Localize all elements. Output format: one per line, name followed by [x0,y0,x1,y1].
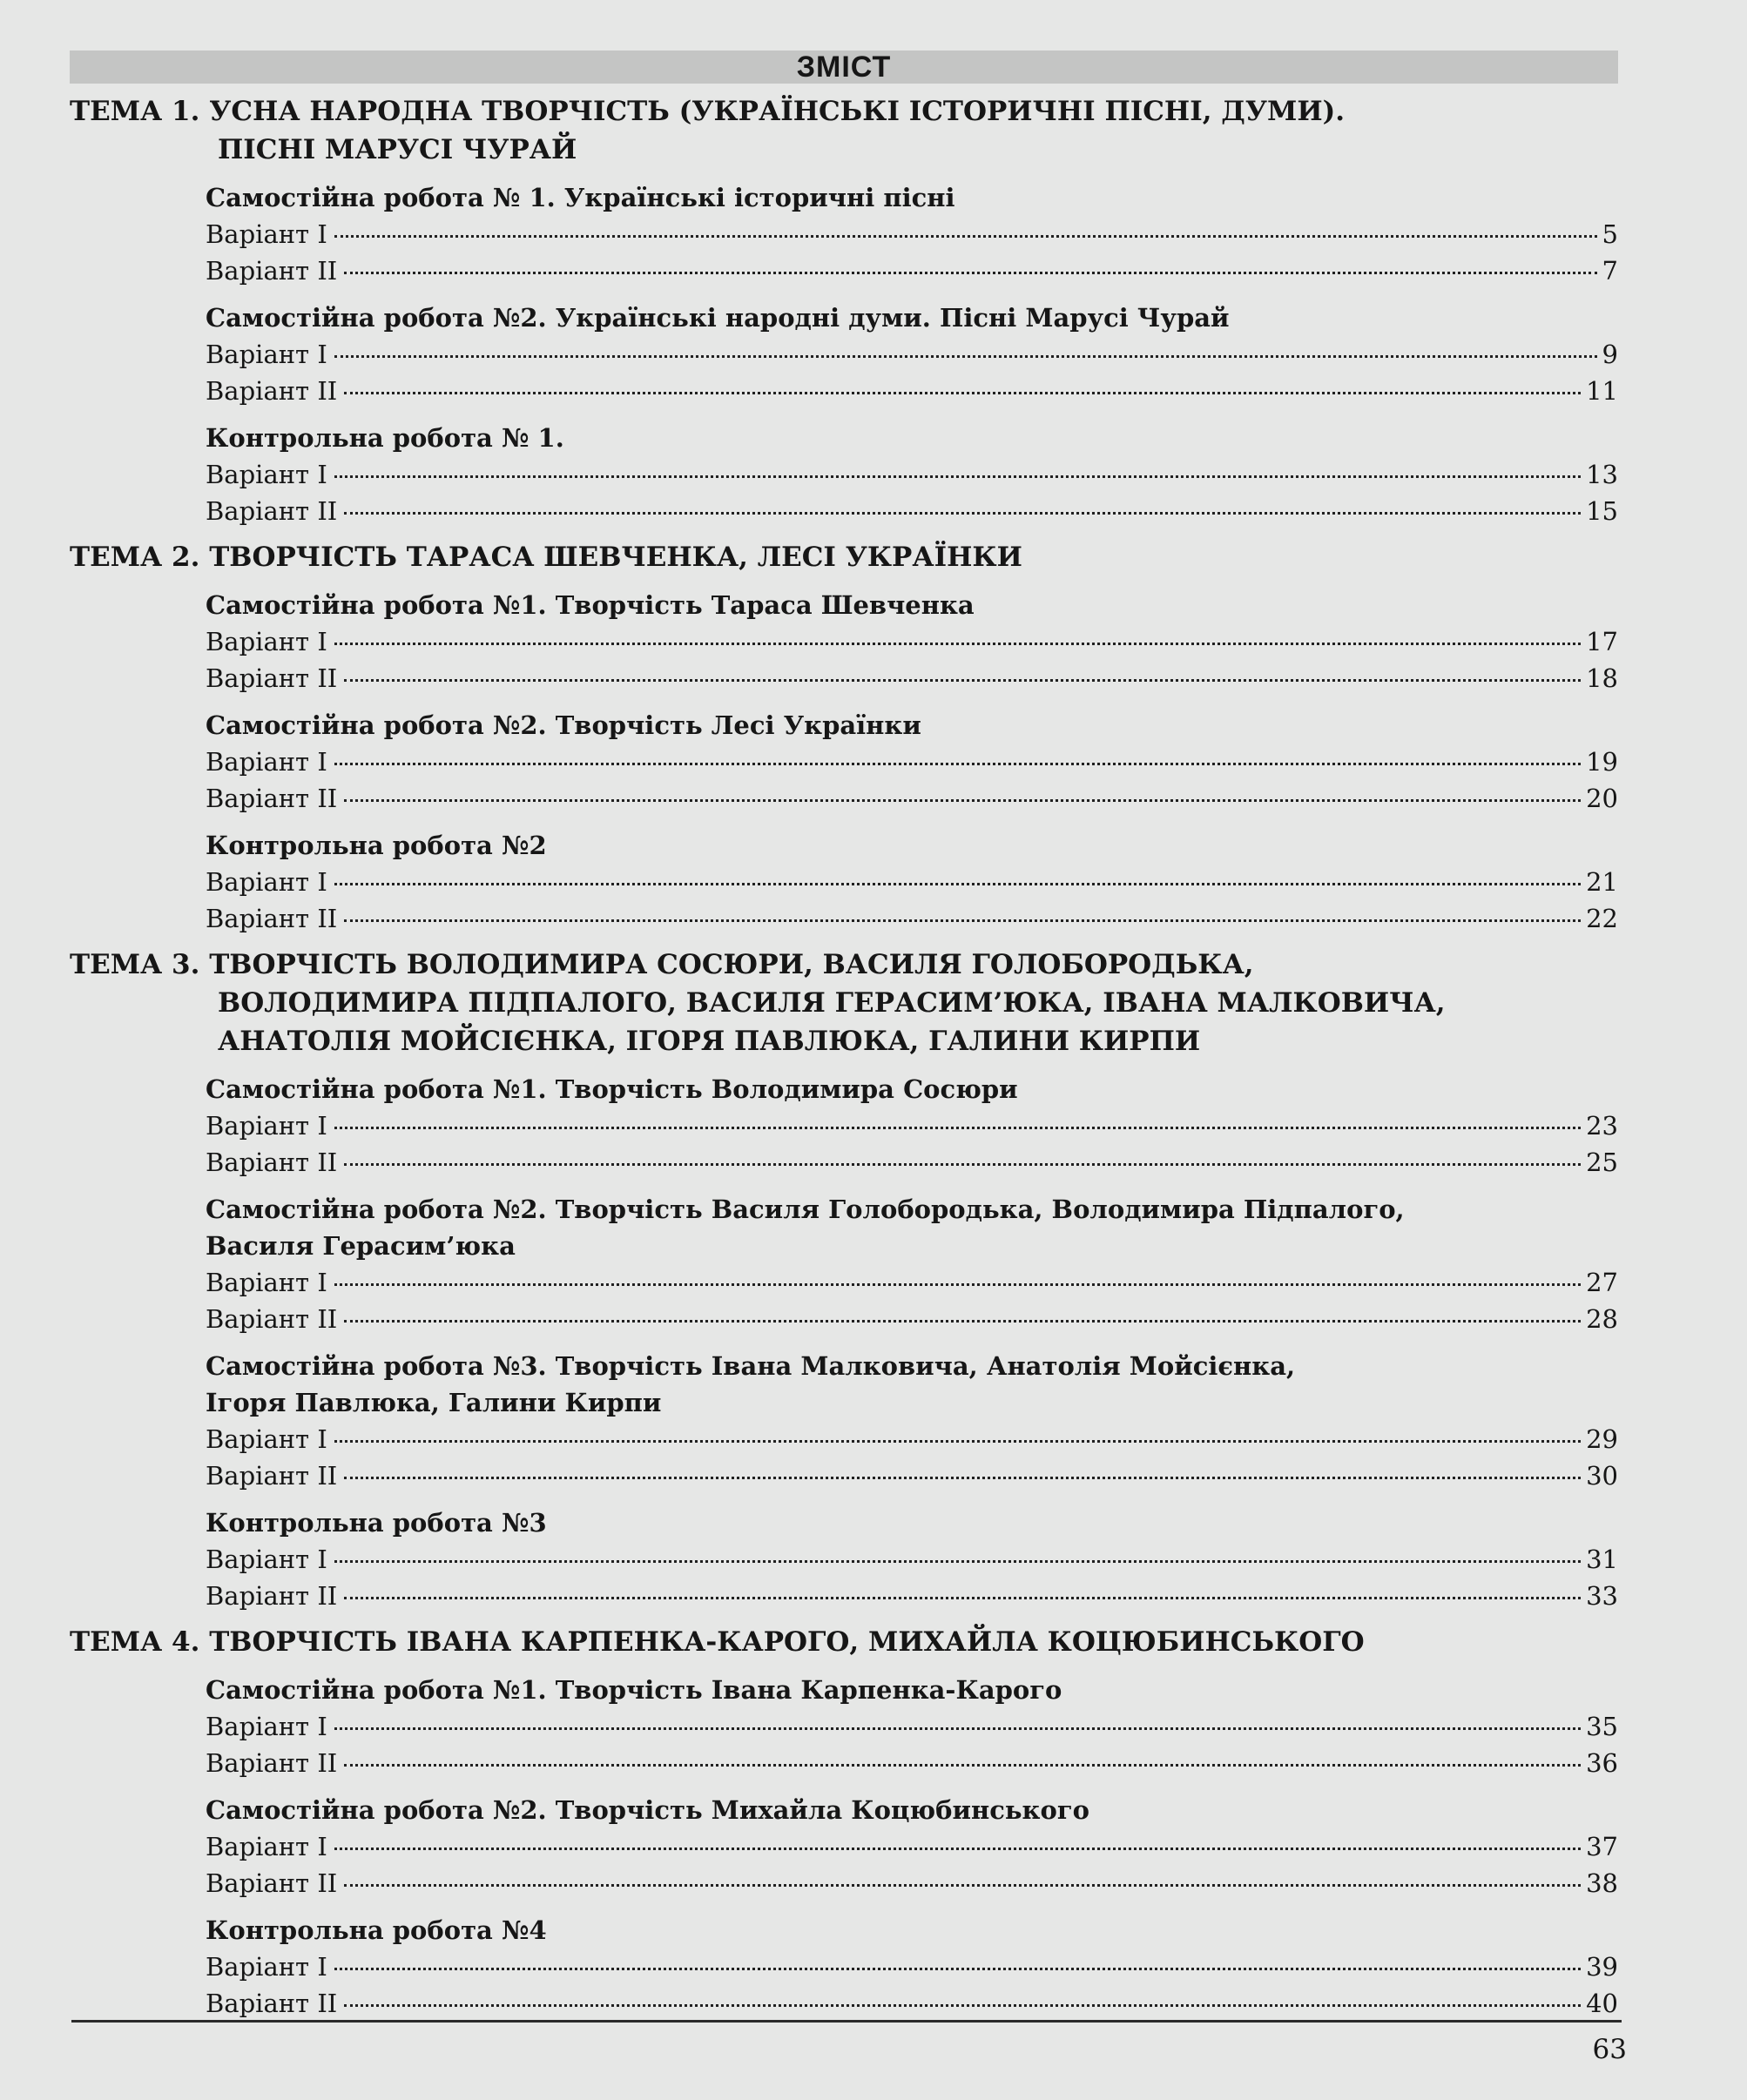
toc-entry[interactable]: Варіант ІІ 33 [206,1578,1618,1614]
toc-entry[interactable]: Варіант ІІ 18 [206,660,1618,697]
dot-leader [344,2004,1581,2007]
toc-section [70,1071,1618,1181]
toc-entry[interactable]: Варіант І 35 [206,1708,1618,1745]
toc-section [70,1504,1618,1614]
dot-leader [344,919,1581,922]
toc-entry[interactable]: Варіант ІІ 40 [206,1985,1618,2022]
topic-title: ТЕМА 2. ТВОРЧІСТЬ ТАРАСА ШЕВЧЕНКА, ЛЕСІ УКРАЇНКИ [70,542,1022,573]
section-title: Контрольна робота № 1. [206,423,564,453]
toc-section [70,587,1618,697]
page-ref: 35 [1586,1712,1618,1741]
toc-section [70,420,1618,529]
toc-entry[interactable]: Варіант ІІ 22 [206,900,1618,937]
page-ref: 39 [1586,1952,1618,1982]
page-ref: 33 [1586,1581,1618,1611]
dot-leader [334,883,1581,885]
toc-section [70,827,1618,937]
topic-4 [70,1623,1618,2022]
dot-leader [344,512,1581,515]
page-ref: 22 [1586,904,1618,933]
dot-leader [344,1320,1581,1323]
section-title-continued: Василя Герасим’юка [206,1231,516,1261]
toc-page [70,50,1618,2022]
section-title: Самостійна робота №3. Творчість Івана Малковича, Анатолія Мойсієнка, [206,1351,1296,1381]
topic-title: ТЕМА 3. ТВОРЧІСТЬ ВОЛОДИМИРА СОСЮРИ, ВАСИЛЯ ГОЛОБОРОДЬКА, ВОЛОДИМИРА ПІДПАЛОГО, ВАСИЛЯ ГЕРАСИМ’ЮКА, ІВАНА МАЛКОВИЧА, АНАТОЛІЯ МОЙСІЄНКА, ІГОРЯ ПАВЛЮКА, ГАЛИНИ КИРПИ [70,949,1446,1057]
toc-entry[interactable]: Варіант ІІ 15 [206,493,1618,529]
section-title: Самостійна робота №2. Українські народні думи. Пісні Марусі Чурай [206,303,1230,333]
toc-section [70,300,1618,409]
page-ref: 25 [1586,1148,1618,1177]
page-ref: 29 [1586,1424,1618,1454]
toc-entry[interactable]: Варіант І 27 [206,1264,1618,1301]
dot-leader [334,1127,1581,1129]
toc-entry[interactable]: Варіант ІІ 38 [206,1865,1618,1901]
dot-leader [344,1884,1581,1887]
section-title: Самостійна робота №2. Творчість Василя Голобородька, Володимира Підпалого, [206,1195,1405,1224]
toc-entry[interactable]: Варіант І 39 [206,1949,1618,1985]
page-ref: 9 [1602,340,1618,369]
dot-leader [334,1283,1581,1286]
dot-leader [344,1163,1581,1166]
dot-leader [344,679,1581,682]
topic-title: ТЕМА 1. УСНА НАРОДНА ТВОРЧІСТЬ (УКРАЇНСЬКІ ІСТОРИЧНІ ПІСНІ, ДУМИ). ПІСНІ МАРУСІ ЧУРАЙ [70,96,1346,165]
dot-leader [334,1560,1581,1563]
page-ref: 15 [1586,496,1618,526]
toc-entry[interactable]: Варіант І 23 [206,1107,1618,1144]
section-title: Самостійна робота №1. Творчість Володимира Сосюри [206,1074,1018,1104]
page-ref: 23 [1586,1111,1618,1141]
page-ref: 40 [1586,1989,1618,2018]
page-ref: 37 [1586,1832,1618,1861]
toc-section [70,707,1618,817]
toc-entry[interactable]: Варіант І 17 [206,623,1618,660]
toc-section [70,1912,1618,2022]
footer-rule [71,2020,1622,2023]
dot-leader [334,235,1597,238]
toc-section [70,1348,1618,1494]
topic-2 [70,538,1618,937]
toc-section [70,1792,1618,1901]
dot-leader [334,355,1597,358]
toc-entry[interactable]: Варіант І 19 [206,744,1618,780]
dot-leader [334,475,1581,478]
page-ref: 28 [1586,1304,1618,1334]
toc-entry[interactable]: Варіант ІІ 11 [206,373,1618,409]
section-title: Самостійна робота №1. Творчість Івана Карпенка-Карого [206,1675,1062,1705]
toc-entry[interactable]: Варіант І 9 [206,336,1618,373]
toc-entry[interactable]: Варіант ІІ 7 [206,252,1618,289]
page-ref: 30 [1586,1461,1618,1491]
topic-1 [70,92,1618,529]
page-ref: 31 [1586,1545,1618,1574]
section-title: Самостійна робота № 1. Українські історичні пісні [206,183,955,212]
page-ref: 7 [1602,256,1618,286]
topic-title: ТЕМА 4. ТВОРЧІСТЬ ІВАНА КАРПЕНКА-КАРОГО, МИХАЙЛА КОЦЮБИНСЬКОГО [70,1626,1365,1658]
page-ref: 13 [1586,460,1618,489]
toc-header [70,50,1618,84]
page-ref: 20 [1586,784,1618,813]
dot-leader [344,1477,1581,1479]
section-title: Контрольна робота №4 [206,1915,547,1945]
toc-entry[interactable]: Варіант ІІ 20 [206,780,1618,817]
page-number: 63 [1592,2034,1627,2065]
toc-entry[interactable]: Варіант ІІ 30 [206,1457,1618,1494]
section-title-continued: Ігоря Павлюка, Галини Кирпи [206,1388,662,1417]
dot-leader [344,1764,1581,1767]
toc-entry[interactable]: Варіант І 5 [206,216,1618,252]
page-ref: 18 [1586,663,1618,693]
section-title: Самостійна робота №1. Творчість Тараса Шевченка [206,590,975,620]
toc-title: ЗМІСТ [796,50,892,84]
topic-3 [70,946,1618,1614]
page-ref: 21 [1586,867,1618,897]
page-ref: 36 [1586,1748,1618,1778]
page-ref: 5 [1602,219,1618,249]
dot-leader [344,799,1581,802]
toc-section [70,1191,1618,1337]
toc-section [70,179,1618,289]
dot-leader [334,1968,1581,1970]
toc-entry[interactable]: Варіант І 13 [206,456,1618,493]
toc-entry[interactable]: Варіант І 37 [206,1828,1618,1865]
toc-entry[interactable]: Варіант І 29 [206,1421,1618,1457]
toc-entry[interactable]: Варіант ІІ 28 [206,1301,1618,1337]
dot-leader [344,272,1596,274]
dot-leader [334,763,1581,765]
dot-leader [334,1848,1581,1850]
toc-entry[interactable]: Варіант І 21 [206,864,1618,900]
section-title: Самостійна робота №2. Творчість Лесі Українки [206,710,921,740]
section-title: Контрольна робота №2 [206,831,547,860]
page-ref: 17 [1586,627,1618,656]
dot-leader [344,392,1581,394]
toc-entry[interactable]: Варіант І 31 [206,1541,1618,1578]
dot-leader [334,1727,1581,1730]
toc-section [70,1672,1618,1781]
dot-leader [334,1440,1581,1443]
section-title: Самостійна робота №2. Творчість Михайла Коцюбинського [206,1795,1089,1825]
toc-entry[interactable]: Варіант ІІ 25 [206,1144,1618,1181]
page-ref: 19 [1586,747,1618,777]
page-ref: 38 [1586,1868,1618,1898]
section-title: Контрольна робота №3 [206,1508,547,1538]
page-ref: 11 [1586,376,1618,406]
page-ref: 27 [1586,1268,1618,1297]
dot-leader [334,643,1581,645]
dot-leader [344,1597,1581,1599]
toc-entry[interactable]: Варіант ІІ 36 [206,1745,1618,1781]
